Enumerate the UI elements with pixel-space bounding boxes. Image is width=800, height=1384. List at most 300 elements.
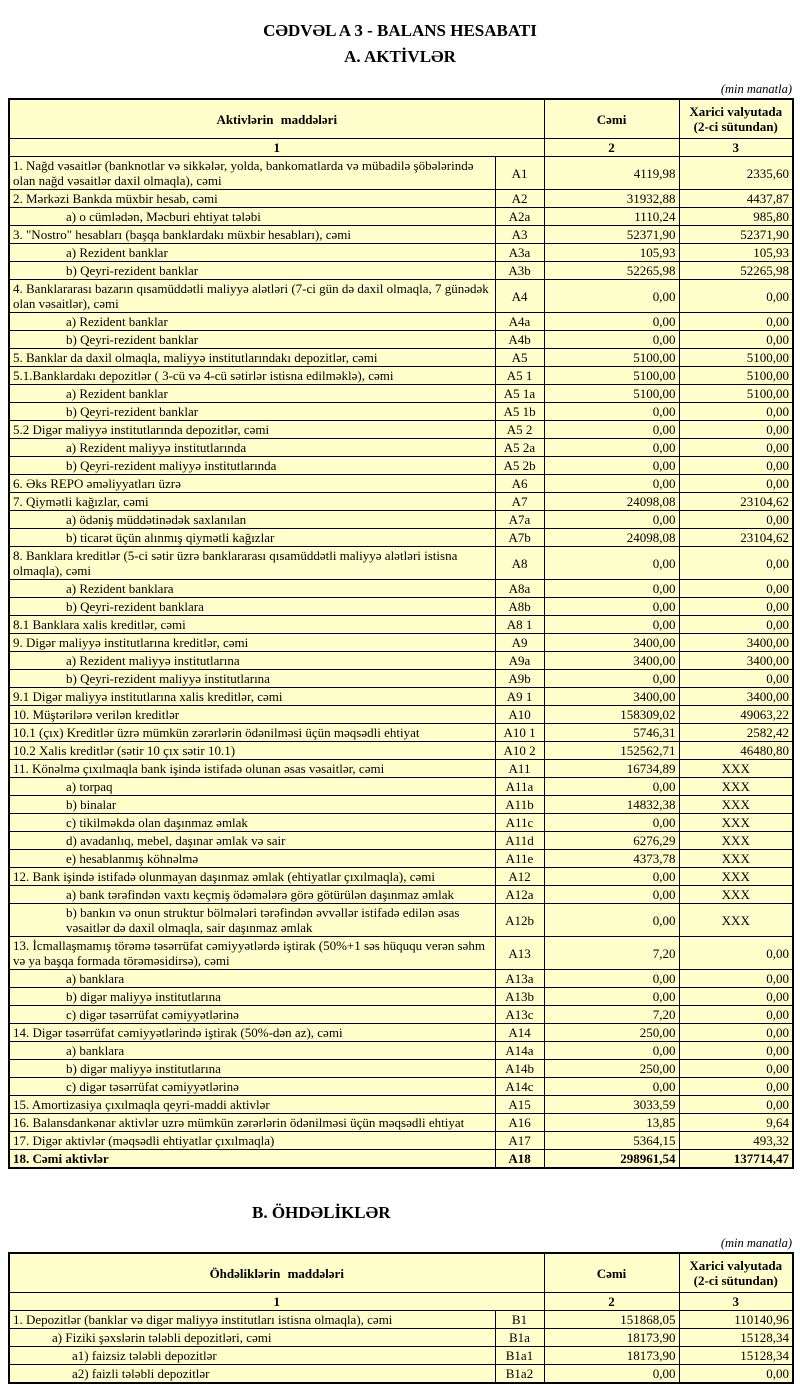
- table-row: [9, 634, 793, 652]
- item-label-cell: 13. İcmallaşmamış törəmə təsərrüfat cəmiyyətlərdə iştirak (50%+1 səs hüququ verən səhm və ya başqa formada törəməsidirsə), cəmi: [9, 937, 495, 970]
- total-value-cell: 14832,38: [544, 796, 679, 814]
- item-code-cell: A5 2b: [495, 457, 544, 475]
- item-label-cell: b) Qeyri-rezident banklar: [9, 331, 495, 349]
- item-code-cell: A5: [495, 349, 544, 367]
- item-code-cell: A7: [495, 493, 544, 511]
- item-label-cell: 5.2 Digər maliyyə institutlarında depozitlər, cəmi: [9, 421, 495, 439]
- item-code-cell: A10 2: [495, 742, 544, 760]
- total-value-cell: 250,00: [544, 1024, 679, 1042]
- item-label-cell: 8. Banklara kreditlər (5-ci sətir üzrə banklararası qısamüddətli maliyyə alətləri istisna olmaqla), cəmi: [9, 547, 495, 580]
- foreign-value-cell: 0,00: [679, 670, 793, 688]
- item-label-cell: a2) faizli tələbli depozitlər: [9, 1365, 495, 1384]
- total-value-cell: 158309,02: [544, 706, 679, 724]
- total-value-cell: 18173,90: [544, 1329, 679, 1347]
- total-value-cell: 0,00: [544, 580, 679, 598]
- item-label-cell: 7. Qiymətli kağızlar, cəmi: [9, 493, 495, 511]
- foreign-value-cell: 0,00: [679, 1042, 793, 1060]
- foreign-value-cell: 0,00: [679, 313, 793, 331]
- item-label-cell: a) Fiziki şəxslərin tələbli depozitləri, cəmi: [9, 1329, 495, 1347]
- item-label-cell: b) Qeyri-rezident maliyyə institutlarına: [9, 670, 495, 688]
- total-value-cell: 24098,08: [544, 529, 679, 547]
- column-number-3: 3: [679, 139, 793, 157]
- total-value-cell: 250,00: [544, 1060, 679, 1078]
- foreign-currency-column-header: Xarici valyutada (2-ci sütundan): [679, 99, 793, 139]
- item-code-cell: A13c: [495, 1006, 544, 1024]
- item-code-cell: A8b: [495, 598, 544, 616]
- total-column-header: Cəmi: [544, 1253, 679, 1293]
- table-row: [9, 403, 793, 421]
- total-value-cell: 7,20: [544, 1006, 679, 1024]
- foreign-value-cell: 0,00: [679, 937, 793, 970]
- assets-items-header: Aktivlərin maddələri: [9, 99, 544, 139]
- item-code-cell: B1a1: [495, 1347, 544, 1365]
- item-label-cell: b) Qeyri-rezident maliyyə institutlarında: [9, 457, 495, 475]
- total-value-cell: 5364,15: [544, 1132, 679, 1150]
- foreign-value-cell: 5100,00: [679, 367, 793, 385]
- item-code-cell: A12a: [495, 886, 544, 904]
- foreign-value-cell: 5100,00: [679, 349, 793, 367]
- table-row: [9, 1060, 793, 1078]
- total-value-cell: 1110,24: [544, 208, 679, 226]
- foreign-value-cell: 0,00: [679, 988, 793, 1006]
- item-label-cell: b) bankın və onun struktur bölmələri tərəfindən əvvəllər istifadə edilən əsas vəsaitlər də daxil olmaqla, sair daşınmaz əmlak: [9, 904, 495, 937]
- item-label-cell: 10.1 (çıx) Kreditlər üzrə mümkün zərərlərin ödənilməsi üçün məqsədli ehtiyat: [9, 724, 495, 742]
- table-row: [9, 742, 793, 760]
- item-label-cell: 17. Digər aktivlər (məqsədli ehtiyatlar çıxılmaqla): [9, 1132, 495, 1150]
- item-code-cell: B1a2: [495, 1365, 544, 1384]
- item-label-cell: 2. Mərkəzi Bankda müxbir hesab, cəmi: [9, 190, 495, 208]
- item-label-cell: 16. Balansdankənar aktivlər uzrə mümkün zərərlərin ödənilməsi üçün məqsədli ehtiyat: [9, 1114, 495, 1132]
- total-value-cell: 0,00: [544, 904, 679, 937]
- table-row: [9, 349, 793, 367]
- table-row: [9, 439, 793, 457]
- item-label-cell: 15. Amortizasiya çıxılmaqla qeyri-maddi aktivlər: [9, 1096, 495, 1114]
- table-row: [9, 547, 793, 580]
- item-label-cell: c) digər təsərrüfat cəmiyyətlərinə: [9, 1078, 495, 1096]
- total-value-cell: 0,00: [544, 313, 679, 331]
- table-row: [9, 1132, 793, 1150]
- item-label-cell: a) Rezident maliyyə institutlarına: [9, 652, 495, 670]
- table-row: [9, 616, 793, 634]
- total-value-cell: 3033,59: [544, 1096, 679, 1114]
- item-label-cell: b) binalar: [9, 796, 495, 814]
- item-label-cell: 5.1.Banklardakı depozitlər ( 3-cü və 4-cü sətirlər istisna edilməklə), cəmi: [9, 367, 495, 385]
- item-code-cell: A8 1: [495, 616, 544, 634]
- table-row: [9, 580, 793, 598]
- total-value-cell: 0,00: [544, 511, 679, 529]
- total-value-cell: 7,20: [544, 937, 679, 970]
- item-code-cell: A13: [495, 937, 544, 970]
- item-label-cell: b) digər maliyyə institutlarına: [9, 1060, 495, 1078]
- item-label-cell: 4. Banklararası bazarın qısamüddətli maliyyə alətləri (7-ci gün də daxil olmaqla, 7 günədək olan vəsaitlər), cəmi: [9, 280, 495, 313]
- table-row: [9, 724, 793, 742]
- total-value-cell: 0,00: [544, 1042, 679, 1060]
- item-code-cell: A15: [495, 1096, 544, 1114]
- item-code-cell: A7a: [495, 511, 544, 529]
- total-value-cell: 0,00: [544, 814, 679, 832]
- item-code-cell: A12b: [495, 904, 544, 937]
- table-row: [9, 475, 793, 493]
- total-value-cell: 4119,98: [544, 157, 679, 190]
- item-code-cell: A14b: [495, 1060, 544, 1078]
- item-code-cell: A11a: [495, 778, 544, 796]
- item-label-cell: 3. "Nostro" hesabları (başqa banklardakı müxbir hesabları), cəmi: [9, 226, 495, 244]
- foreign-value-cell: 23104,62: [679, 493, 793, 511]
- total-value-cell: 0,00: [544, 280, 679, 313]
- table-row: [9, 421, 793, 439]
- table-row: [9, 157, 793, 190]
- foreign-value-cell: 0,00: [679, 547, 793, 580]
- table-row: [9, 1042, 793, 1060]
- liabilities-table-header: [9, 1253, 793, 1311]
- item-label-cell: b) ticarət üçün alınmış qiymətli kağızlar: [9, 529, 495, 547]
- foreign-value-cell: 0,00: [679, 1078, 793, 1096]
- table-row: [9, 262, 793, 280]
- item-code-cell: B1: [495, 1311, 544, 1329]
- foreign-value-cell: 9,64: [679, 1114, 793, 1132]
- table-row: [9, 814, 793, 832]
- item-code-cell: A10: [495, 706, 544, 724]
- foreign-value-cell: 493,32: [679, 1132, 793, 1150]
- foreign-value-cell: 0,00: [679, 511, 793, 529]
- total-value-cell: 0,00: [544, 886, 679, 904]
- item-code-cell: A16: [495, 1114, 544, 1132]
- foreign-value-cell: XXX: [679, 832, 793, 850]
- total-value-cell: 298961,54: [544, 1150, 679, 1169]
- item-label-cell: a) o cümlədən, Məcburi ehtiyat tələbi: [9, 208, 495, 226]
- column-number-1: 1: [9, 1293, 544, 1311]
- table-row: [9, 988, 793, 1006]
- item-code-cell: A9a: [495, 652, 544, 670]
- item-code-cell: A2: [495, 190, 544, 208]
- foreign-value-cell: 0,00: [679, 439, 793, 457]
- item-code-cell: A17: [495, 1132, 544, 1150]
- item-code-cell: A8a: [495, 580, 544, 598]
- item-label-cell: a1) faizsiz tələbli depozitlər: [9, 1347, 495, 1365]
- section-b-title: B. ÖHDƏLİKLƏR: [252, 1203, 391, 1222]
- total-value-cell: 5100,00: [544, 349, 679, 367]
- item-code-cell: A13b: [495, 988, 544, 1006]
- total-value-cell: 24098,08: [544, 493, 679, 511]
- item-code-cell: A5 1b: [495, 403, 544, 421]
- table-row: [9, 313, 793, 331]
- total-value-cell: 0,00: [544, 1365, 679, 1384]
- table-row: [9, 1311, 793, 1329]
- item-code-cell: A12: [495, 868, 544, 886]
- item-label-cell: 9.1 Digər maliyyə institutlarına xalis kreditlər, cəmi: [9, 688, 495, 706]
- table-row: [9, 778, 793, 796]
- total-value-cell: 0,00: [544, 457, 679, 475]
- foreign-value-cell: 3400,00: [679, 688, 793, 706]
- foreign-value-cell: 15128,34: [679, 1347, 793, 1365]
- foreign-value-cell: XXX: [679, 814, 793, 832]
- item-code-cell: A14a: [495, 1042, 544, 1060]
- liabilities-items-header: Öhdəliklərin maddələri: [9, 1253, 544, 1293]
- total-value-cell: 0,00: [544, 868, 679, 886]
- table-row: [9, 886, 793, 904]
- item-code-cell: A11c: [495, 814, 544, 832]
- item-label-cell: b) digər maliyyə institutlarına: [9, 988, 495, 1006]
- item-code-cell: A5 1: [495, 367, 544, 385]
- item-code-cell: A3a: [495, 244, 544, 262]
- table-row: [9, 1096, 793, 1114]
- table-row: [9, 937, 793, 970]
- balance-sheet-page: [0, 18, 800, 1381]
- table-row: [9, 1078, 793, 1096]
- item-code-cell: A4a: [495, 313, 544, 331]
- total-value-cell: 0,00: [544, 439, 679, 457]
- table-row: [9, 970, 793, 988]
- total-value-cell: 3400,00: [544, 634, 679, 652]
- item-label-cell: a) bank tərəfindən vaxtı keçmiş ödəmələrə görə götürülən daşınmaz əmlak: [9, 886, 495, 904]
- item-code-cell: B1a: [495, 1329, 544, 1347]
- item-label-cell: 10. Müştərilərə verilən kreditlər: [9, 706, 495, 724]
- foreign-value-cell: 4437,87: [679, 190, 793, 208]
- foreign-value-cell: 52371,90: [679, 226, 793, 244]
- table-row: [9, 598, 793, 616]
- foreign-value-cell: 3400,00: [679, 634, 793, 652]
- total-value-cell: 0,00: [544, 778, 679, 796]
- foreign-value-cell: 15128,34: [679, 1329, 793, 1347]
- item-label-cell: a) Rezident banklara: [9, 580, 495, 598]
- total-value-cell: 6276,29: [544, 832, 679, 850]
- item-code-cell: A11b: [495, 796, 544, 814]
- total-column-header: Cəmi: [544, 99, 679, 139]
- table-row: [9, 760, 793, 778]
- column-number-3: 3: [679, 1293, 793, 1311]
- item-label-cell: a) Rezident banklar: [9, 313, 495, 331]
- item-label-cell: c) digər təsərrüfat cəmiyyətlərinə: [9, 1006, 495, 1024]
- table-row: [9, 385, 793, 403]
- foreign-value-cell: 0,00: [679, 1024, 793, 1042]
- total-value-cell: 0,00: [544, 475, 679, 493]
- total-value-cell: 5100,00: [544, 367, 679, 385]
- item-code-cell: A14: [495, 1024, 544, 1042]
- item-label-cell: b) Qeyri-rezident banklar: [9, 403, 495, 421]
- foreign-value-cell: 3400,00: [679, 652, 793, 670]
- table-row: [9, 244, 793, 262]
- item-label-cell: b) Qeyri-rezident banklar: [9, 262, 495, 280]
- foreign-value-cell: XXX: [679, 886, 793, 904]
- table-row: [9, 688, 793, 706]
- total-value-cell: 0,00: [544, 970, 679, 988]
- item-label-cell: 5. Banklar da daxil olmaqla, maliyyə institutlarındakı depozitlər, cəmi: [9, 349, 495, 367]
- item-code-cell: A9 1: [495, 688, 544, 706]
- item-label-cell: e) hesablanmış köhnəlmə: [9, 850, 495, 868]
- item-code-cell: A3: [495, 226, 544, 244]
- foreign-value-cell: 0,00: [679, 616, 793, 634]
- foreign-currency-column-header: Xarici valyutada (2-ci sütundan): [679, 1253, 793, 1293]
- table-row: [9, 367, 793, 385]
- document-title-line1: CƏDVƏL A 3 - BALANS HESABATI: [263, 21, 537, 40]
- table-row: [9, 331, 793, 349]
- section-a-title: A. AKTİVLƏR: [344, 46, 456, 66]
- total-value-cell: 3400,00: [544, 688, 679, 706]
- item-label-cell: 14. Digər təsərrüfat cəmiyyətlərində iştirak (50%-dən az), cəmi: [9, 1024, 495, 1042]
- table-row: [9, 493, 793, 511]
- column-number-1: 1: [9, 139, 544, 157]
- table-row: [9, 1347, 793, 1365]
- foreign-value-cell: 5100,00: [679, 385, 793, 403]
- item-code-cell: A13a: [495, 970, 544, 988]
- foreign-value-cell: 2582,42: [679, 724, 793, 742]
- item-label-cell: d) avadanlıq, mebel, daşınar əmlak və sair: [9, 832, 495, 850]
- total-value-cell: 0,00: [544, 1078, 679, 1096]
- table-row: [9, 670, 793, 688]
- table-row: [9, 1329, 793, 1347]
- table-row: [9, 511, 793, 529]
- total-value-cell: 0,00: [544, 547, 679, 580]
- column-number-2: 2: [544, 139, 679, 157]
- item-label-cell: a) banklara: [9, 970, 495, 988]
- total-value-cell: 0,00: [544, 403, 679, 421]
- foreign-value-cell: 0,00: [679, 1365, 793, 1384]
- total-value-cell: 5100,00: [544, 385, 679, 403]
- item-code-cell: A4b: [495, 331, 544, 349]
- foreign-value-cell: 0,00: [679, 580, 793, 598]
- foreign-value-cell: 52265,98: [679, 262, 793, 280]
- foreign-value-cell: 0,00: [679, 475, 793, 493]
- table-row: [9, 1006, 793, 1024]
- foreign-value-cell: 110140,96: [679, 1311, 793, 1329]
- item-code-cell: A11d: [495, 832, 544, 850]
- item-code-cell: A18: [495, 1150, 544, 1169]
- table-row: [9, 850, 793, 868]
- item-label-cell: c) tikilməkdə olan daşınmaz əmlak: [9, 814, 495, 832]
- foreign-value-cell: 46480,80: [679, 742, 793, 760]
- item-code-cell: A11e: [495, 850, 544, 868]
- table-row: [9, 1365, 793, 1384]
- item-label-cell: 8.1 Banklara xalis kreditlər, cəmi: [9, 616, 495, 634]
- item-code-cell: A1: [495, 157, 544, 190]
- assets-table-header: [9, 99, 793, 157]
- unit-note-assets: (min manatla): [720, 82, 792, 96]
- total-value-cell: 3400,00: [544, 652, 679, 670]
- total-value-cell: 0,00: [544, 598, 679, 616]
- table-row: [9, 190, 793, 208]
- total-value-cell: 0,00: [544, 616, 679, 634]
- table-row: [9, 208, 793, 226]
- foreign-value-cell: 0,00: [679, 598, 793, 616]
- foreign-value-cell: XXX: [679, 760, 793, 778]
- assets-table: [8, 98, 794, 1169]
- foreign-value-cell: 0,00: [679, 1096, 793, 1114]
- item-code-cell: A10 1: [495, 724, 544, 742]
- item-label-cell: a) Rezident maliyyə institutlarında: [9, 439, 495, 457]
- foreign-value-cell: XXX: [679, 778, 793, 796]
- foreign-value-cell: 985,80: [679, 208, 793, 226]
- item-label-cell: 18. Cəmi aktivlər: [9, 1150, 495, 1169]
- total-value-cell: 152562,71: [544, 742, 679, 760]
- liabilities-table: [8, 1252, 794, 1384]
- total-value-cell: 0,00: [544, 670, 679, 688]
- item-code-cell: A4: [495, 280, 544, 313]
- item-code-cell: A11: [495, 760, 544, 778]
- total-value-cell: 52371,90: [544, 226, 679, 244]
- total-value-cell: 105,93: [544, 244, 679, 262]
- foreign-value-cell: XXX: [679, 868, 793, 886]
- item-label-cell: a) torpaq: [9, 778, 495, 796]
- foreign-value-cell: 0,00: [679, 421, 793, 439]
- foreign-value-cell: XXX: [679, 796, 793, 814]
- item-label-cell: 9. Digər maliyyə institutlarına kreditlər, cəmi: [9, 634, 495, 652]
- foreign-value-cell: XXX: [679, 904, 793, 937]
- foreign-value-cell: 0,00: [679, 970, 793, 988]
- table-row: [9, 1114, 793, 1132]
- item-label-cell: 6. Əks REPO əməliyyatları üzrə: [9, 475, 495, 493]
- item-code-cell: A5 1a: [495, 385, 544, 403]
- item-code-cell: A2a: [495, 208, 544, 226]
- foreign-value-cell: 0,00: [679, 331, 793, 349]
- foreign-value-cell: 0,00: [679, 1006, 793, 1024]
- item-label-cell: 1. Depozitlər (banklar və digər maliyyə institutları istisna olmaqla), cəmi: [9, 1311, 495, 1329]
- total-value-cell: 4373,78: [544, 850, 679, 868]
- table-row: [9, 280, 793, 313]
- table-row: [9, 652, 793, 670]
- item-label-cell: a) Rezident banklar: [9, 385, 495, 403]
- foreign-value-cell: 49063,22: [679, 706, 793, 724]
- item-code-cell: A14c: [495, 1078, 544, 1096]
- item-label-cell: 1. Nağd vəsaitlər (banknotlar və sikkələr, yolda, bankomatlarda və mübadilə şöbələrində olan nağd vəsaitlər daxil olmaqla), cəmi: [9, 157, 495, 190]
- item-code-cell: A5 2: [495, 421, 544, 439]
- table-row: [9, 226, 793, 244]
- foreign-value-cell: 105,93: [679, 244, 793, 262]
- item-code-cell: A6: [495, 475, 544, 493]
- foreign-value-cell: 137714,47: [679, 1150, 793, 1169]
- table-row: [9, 1150, 793, 1169]
- item-code-cell: A3b: [495, 262, 544, 280]
- table-row: [9, 457, 793, 475]
- unit-note-liabilities: (min manatla): [720, 1236, 792, 1250]
- table-row: [9, 904, 793, 937]
- total-value-cell: 31932,88: [544, 190, 679, 208]
- foreign-value-cell: 23104,62: [679, 529, 793, 547]
- table-row: [9, 832, 793, 850]
- table-row: [9, 529, 793, 547]
- total-value-cell: 0,00: [544, 421, 679, 439]
- total-value-cell: 13,85: [544, 1114, 679, 1132]
- total-value-cell: 52265,98: [544, 262, 679, 280]
- table-row: [9, 706, 793, 724]
- foreign-value-cell: 0,00: [679, 280, 793, 313]
- item-code-cell: A7b: [495, 529, 544, 547]
- item-code-cell: A5 2a: [495, 439, 544, 457]
- item-code-cell: A8: [495, 547, 544, 580]
- item-label-cell: a) ödəniş müddətinədək saxlanılan: [9, 511, 495, 529]
- item-label-cell: 11. Könəlmə çıxılmaqla bank işində istifadə olunan əsas vəsaitlər, cəmi: [9, 760, 495, 778]
- total-value-cell: 16734,89: [544, 760, 679, 778]
- item-label-cell: a) banklara: [9, 1042, 495, 1060]
- foreign-value-cell: 0,00: [679, 403, 793, 421]
- column-number-2: 2: [544, 1293, 679, 1311]
- total-value-cell: 5746,31: [544, 724, 679, 742]
- total-value-cell: 0,00: [544, 331, 679, 349]
- foreign-value-cell: 2335,60: [679, 157, 793, 190]
- item-code-cell: A9b: [495, 670, 544, 688]
- document-title: [0, 18, 800, 69]
- table-row: [9, 1024, 793, 1042]
- table-row: [9, 868, 793, 886]
- item-code-cell: A9: [495, 634, 544, 652]
- foreign-value-cell: XXX: [679, 850, 793, 868]
- total-value-cell: 151868,05: [544, 1311, 679, 1329]
- table-row: [9, 796, 793, 814]
- foreign-value-cell: 0,00: [679, 1060, 793, 1078]
- foreign-value-cell: 0,00: [679, 457, 793, 475]
- item-label-cell: a) Rezident banklar: [9, 244, 495, 262]
- item-label-cell: 10.2 Xalis kreditlər (sətir 10 çıx sətir 10.1): [9, 742, 495, 760]
- item-label-cell: 12. Bank işində istifadə olunmayan daşınmaz əmlak (ehtiyatlar çıxılmaqla), cəmi: [9, 868, 495, 886]
